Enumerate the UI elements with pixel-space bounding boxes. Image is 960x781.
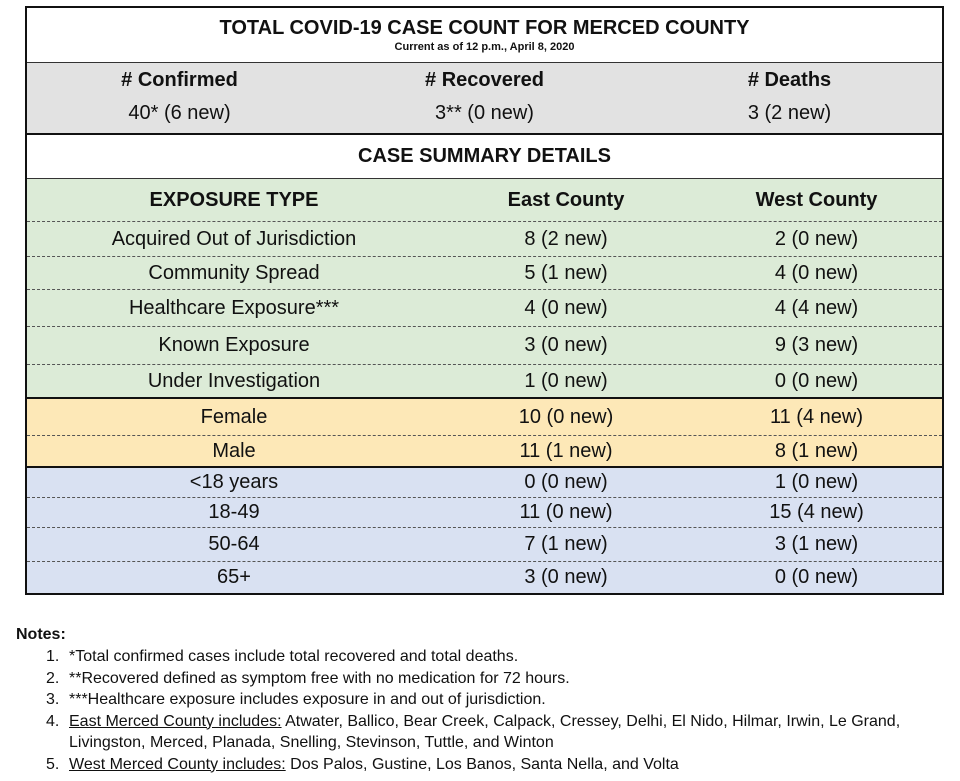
east-value: 10 (0 new) bbox=[518, 405, 614, 428]
east-value: 7 (1 new) bbox=[524, 533, 608, 555]
west-value: 8 (1 new) bbox=[774, 439, 859, 462]
note-number: 2. bbox=[46, 669, 60, 687]
note-text: ***Healthcare exposure includes exposure in and out of jurisdiction. bbox=[69, 691, 546, 708]
table-subtitle: Current as of 12 p.m., April 8, 2020 bbox=[394, 41, 575, 53]
west-value: 4 (0 new) bbox=[774, 261, 859, 284]
column-header-exposure: EXPOSURE TYPE bbox=[149, 188, 319, 211]
note-item bbox=[16, 689, 946, 711]
summary-title: CASE SUMMARY DETAILS bbox=[27, 135, 942, 179]
east-value: 5 (1 new) bbox=[524, 261, 608, 284]
total-value: 3** (0 new) bbox=[435, 102, 534, 124]
west-value: 11 (4 new) bbox=[769, 405, 863, 428]
west-value: 15 (4 new) bbox=[769, 501, 864, 523]
west-value: 0 (0 new) bbox=[774, 369, 859, 392]
west-value: 0 (0 new) bbox=[774, 566, 859, 588]
table-row bbox=[27, 365, 942, 399]
table-row bbox=[27, 498, 942, 528]
west-value: 3 (1 new) bbox=[774, 533, 859, 555]
table-row bbox=[27, 468, 942, 498]
table-row bbox=[27, 290, 942, 327]
note-item bbox=[16, 646, 946, 668]
row-label: Known Exposure bbox=[158, 334, 310, 356]
table-title-block bbox=[27, 8, 942, 63]
note-number: 1. bbox=[46, 648, 60, 665]
note-number: 4. bbox=[46, 712, 60, 730]
west-value: 1 (0 new) bbox=[774, 471, 859, 493]
row-label: <18 years bbox=[189, 471, 279, 493]
note-number: 5. bbox=[46, 755, 60, 773]
note-number: 3. bbox=[46, 691, 60, 708]
row-label: Healthcare Exposure*** bbox=[128, 296, 340, 319]
east-value: 1 (0 new) bbox=[524, 369, 608, 392]
table-row bbox=[27, 562, 942, 593]
east-value: 11 (1 new) bbox=[519, 439, 613, 462]
note-body: Dos Palos, Gustine, Los Banos, Santa Nella, and Volta bbox=[285, 755, 679, 773]
note-lead: East Merced County includes: bbox=[69, 712, 282, 730]
total-deaths bbox=[637, 65, 942, 131]
total-label: # Recovered bbox=[425, 69, 544, 91]
table-row bbox=[27, 399, 942, 436]
east-value: 4 (0 new) bbox=[524, 296, 608, 319]
note-text bbox=[69, 754, 946, 776]
table-row bbox=[27, 257, 942, 290]
note-lead: West Merced County includes: bbox=[69, 755, 286, 773]
table-title: TOTAL COVID-19 CASE COUNT FOR MERCED COUNTY bbox=[219, 17, 750, 39]
total-recovered bbox=[332, 65, 637, 131]
row-label: 65+ bbox=[217, 566, 251, 588]
notes-section bbox=[16, 624, 946, 775]
note-body: Atwater, Ballico, Bear Creek, Calpack, Cressey, Delhi, El Nido, Hilmar, Irwin, Le Grand, Livingston, Merced, Planada, Snelling, Stevinson, Tuttle, and Winton bbox=[69, 712, 901, 751]
note-item bbox=[16, 711, 946, 754]
east-value: 8 (2 new) bbox=[524, 227, 608, 250]
west-value: 9 (3 new) bbox=[774, 334, 859, 356]
notes-heading: Notes: bbox=[16, 626, 66, 643]
east-value: 0 (0 new) bbox=[524, 471, 608, 493]
table-row bbox=[27, 222, 942, 257]
row-label: Acquired Out of Jurisdiction bbox=[111, 227, 357, 250]
row-label: Community Spread bbox=[148, 261, 320, 284]
note-text bbox=[69, 711, 946, 754]
table-row bbox=[27, 436, 942, 468]
note-text: **Recovered defined as symptom free with no medication for 72 hours. bbox=[69, 669, 570, 687]
row-label: Female bbox=[200, 405, 268, 428]
note-item bbox=[16, 668, 946, 690]
total-value: 40* (6 new) bbox=[128, 102, 231, 124]
note-text: *Total confirmed cases include total recovered and total deaths. bbox=[69, 648, 519, 665]
table-row bbox=[27, 528, 942, 562]
table-row bbox=[27, 327, 942, 365]
row-label: Male bbox=[212, 439, 256, 462]
east-value: 3 (0 new) bbox=[524, 334, 608, 356]
case-count-table bbox=[25, 6, 944, 595]
row-label: 18-49 bbox=[208, 501, 260, 523]
column-header-row bbox=[27, 179, 942, 222]
east-value: 11 (0 new) bbox=[519, 501, 613, 523]
total-label: # Deaths bbox=[747, 69, 832, 91]
east-value: 3 (0 new) bbox=[524, 566, 608, 588]
notes-list bbox=[16, 646, 946, 775]
column-header-west: West County bbox=[755, 188, 878, 211]
row-label: Under Investigation bbox=[147, 369, 321, 392]
note-item bbox=[16, 754, 946, 776]
column-header-east: East County bbox=[507, 188, 625, 211]
row-label: 50-64 bbox=[208, 533, 260, 555]
total-confirmed bbox=[27, 65, 332, 131]
totals-row bbox=[27, 63, 942, 135]
west-value: 4 (4 new) bbox=[774, 296, 859, 319]
west-value: 2 (0 new) bbox=[774, 227, 859, 250]
total-label: # Confirmed bbox=[121, 69, 238, 91]
total-value: 3 (2 new) bbox=[747, 102, 832, 124]
